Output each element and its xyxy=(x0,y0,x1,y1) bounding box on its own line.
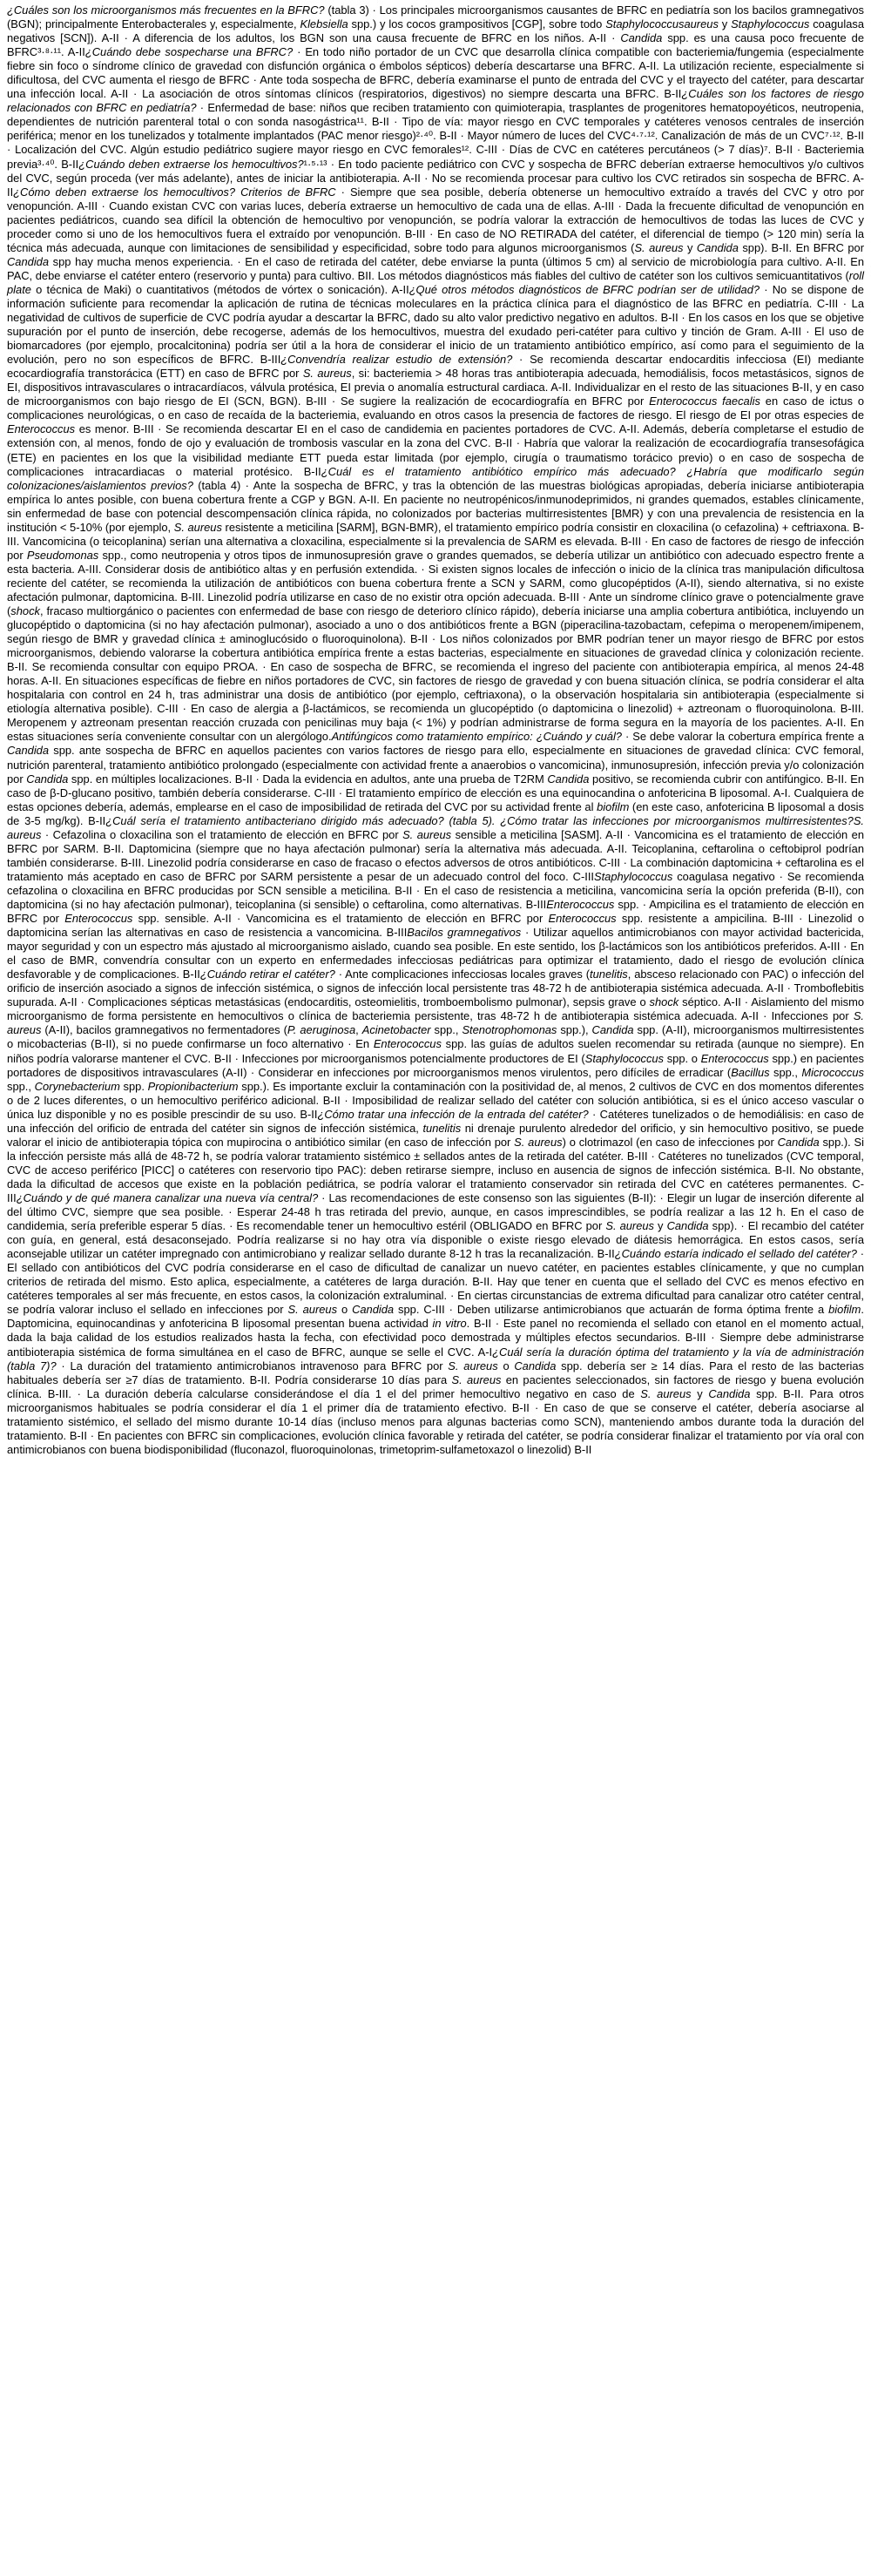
text-segment: , absceso relacionado con PAC) o infección del orificio de inserción asociado a signos de infección sistémica, o signos de infección local persistente tras 48-72 h de antibioterapia sistémica adecuada. A-II · Tromboflebitis supurada. A-II · Complicaciones sépticas metastásicas (endocarditis, osteomielitis, tromboembolismo pulmonar), sepsis grave o xyxy=(7,968,865,1009)
italic-text-segment: Staphylococcusaureus xyxy=(605,17,719,31)
text-segment: y xyxy=(691,1386,709,1400)
text-segment: y xyxy=(654,1219,667,1233)
italic-text-segment: Klebsiella xyxy=(300,17,348,31)
text-segment: spp). B-II. En BFRC por xyxy=(738,240,864,254)
text-segment: spp. · Ampicilina es el tratamiento de elección en BFRC por xyxy=(7,898,864,926)
text-segment: spp. las guías de adultos suelen recomendar su retirada (aunque no siempre). En niños podría valorarse mantener el CVC. B-II · Infecciones por microorganismos potencialmente productores de EI ( xyxy=(7,1037,864,1065)
text-segment: · El sellado con antibióticos del CVC podría considerarse en el caso de dificultad de canalizar un nuevo catéter, en pacientes estables clínicamente, y que no cumplan criterios de retirada del mismo. Esto aplica, especialmente, a catéteres de larga duración. B-II. Hay que tener en cuenta que el sellado del CVC es menos efectivo en catéteres temporales al ser más frecuente, en estos casos, la colonización extraluminal. · En ciertas circunstancias de extrema dificultad para canalizar otro catéter central, se podría valorar incluso el sellado en infecciones por xyxy=(7,1247,865,1317)
italic-text-segment: S. aureus xyxy=(605,1219,654,1233)
italic-text-segment: Enterococcus xyxy=(373,1037,442,1051)
italic-text-segment: biofilm xyxy=(828,1303,861,1317)
text-segment: · Se debe valorar la cobertura empírica frente a xyxy=(621,730,864,744)
text-segment: . B-II · Este panel no recomienda el sellado con etanol en el momento actual, dada la baja calidad de los estudios realizados hasta la fecha, con efectividad poco demostrada y múltiples efectos secundarios. B-III · Siempre debe administrarse antibioterapia sistémica de forma simultánea en el caso de BFRC, aunque se selle el CVC. A-I xyxy=(7,1317,865,1359)
text-segment: spp. debería ser ≥ 14 días. Para el resto de las bacterias habituales debería ser ≥7 días de tratamiento. B-II. Podría considerarse 10 días para xyxy=(7,1359,864,1386)
italic-text-segment: S. aureus xyxy=(402,827,452,841)
text-segment: · Enfermedad de base: niños que reciben tratamiento con quimioterapia, trasplantes de progenitores hematopoyéticos, neutropenia, dependientes de nutrición parenteral total o con sonda nasogástrica¹¹. B-II · Tipo de vía: mayor riesgo en CVC temporales y catéteres venosos centrales de inserción periférica; menor en los tunelizados y totalmente implantados (PAC menor riesgo)²·⁴⁰. B-II · Mayor número de luces del CVC⁴·⁷·¹². Canalización de más de un CVC⁷·¹². B-II · Localización del CVC. Algún estudio pediátrico sugiere mayor riesgo en CVC femorales¹². C-III · Días de CVC en catéteres percutáneos (> 7 días)⁷. B-II · Bacteriemia previa³·⁴⁰. B-II xyxy=(7,101,864,171)
italic-text-segment: P. aeruginosa xyxy=(287,1023,356,1037)
italic-text-segment: Candida xyxy=(352,1303,395,1317)
italic-text-segment: S. aureus xyxy=(451,1372,502,1386)
text-segment: positivo, se recomienda cubrir con antifúngico. B-II. En caso de β-D-glucano positivo, también debería considerarse. C-III · El tratamiento empírico de elección es una equinocandina o anfotericina B liposomal. A-I. Cualquiera de estas opciones debería, además, emplearse en el caso de imposibilidad de retirada del CVC por su actividad frente al xyxy=(7,772,864,813)
text-segment: sensible a meticilina [SASM]. A-II · Vancomicina es el tratamiento de elección en BFRC por SARM. B-II. Daptomicina (siempre que no haya afectación pulmonar) sería la alternativa más adecuada. A-II. Teicoplanina, ceftarolina o ceftobiprol podrían también considerarse. B-III. Linezolid podría considerarse en caso de fracaso o efectos adversos de otros antibióticos. C-III · La combinación daptomicina + ceftarolina es el tratamiento más aceptado en caso de BFRC por SARM persistente a pesar de un adecuado control del foco. C-III xyxy=(7,827,864,883)
text-segment: , si: bacteriemia > 48 horas tras antibioterapia adecuada, hemodiálisis, focos metastásicos, signos de EI, dispositivos intravasculares o intracardíacos, válvula protésica, EI previa o anomalía estructural cardiaca. A-II. Individualizar en el resto de las situaciones B-II, y en caso de microorganismos con bajo riesgo de EI (SCN, BGN). B-III · Se sugiere la realización de ecocardiografía en BFRC por xyxy=(7,367,864,408)
text-segment: spp.) y los cocos grampositivos [CGP], sobre todo xyxy=(348,17,606,31)
italic-text-segment: ¿Cuándo retirar el catéter? xyxy=(199,968,335,981)
text-segment: spp. B-II. Para otros microorganismos habituales se podría considerar el día 1 el primer día de tratamiento efectivo. B-II · En caso de que se conserve el catéter, debería asociarse al tratamiento sistémico, el sellado del mismo durante 10-14 días (incluso menos para algunas bacterias como SCN), manteniendo ambos durante toda la duración del tratamiento. B-II · En pacientes con BFRC sin complicaciones, evolución clínica favorable y retirada del catéter, se podría considerar finalizar el tratamiento por vía oral con antimicrobianos con buena biodisponibilidad (fluconazol, fluoroquinolonas, trimetoprim-sulfametoxazol o linezolid) B-II xyxy=(7,1386,864,1456)
text-segment: (A-II), bacilos gramnegativos no fermentadores ( xyxy=(41,1023,287,1037)
italic-text-segment: Micrococcus xyxy=(801,1065,864,1079)
text-segment: (en este caso, anfotericina B liposomal a dosis de 3-5 mg/kg). B-II xyxy=(7,799,864,827)
text-segment: spp., xyxy=(430,1023,463,1037)
italic-text-segment: S. aureus xyxy=(302,367,352,381)
text-segment: coagulasa negativos [SCN]). A-II · A diferencia de los adultos, los BGN son una causa frecuente de BFRC en los niños. A-II · xyxy=(7,17,864,45)
italic-text-segment: S. aureus xyxy=(640,1386,692,1400)
italic-text-segment: S. aureus xyxy=(634,240,684,254)
italic-text-segment: Candida xyxy=(696,240,739,254)
italic-text-segment: ¿Cuál sería la duración óptima del tratamiento y la vía de administración (tabla 7)? xyxy=(7,1345,864,1372)
italic-text-segment: biofilm xyxy=(597,799,630,813)
italic-text-segment: Candida xyxy=(547,772,590,786)
text-segment: · Siempre que sea posible, debería obtenerse un hemocultivo extraído a través del CVC y otro por venopunción. A-III · Cuando existan CVC con varias luces, debería extraerse un hemocultivo de cada una de ellas. A-III · Dada la frecuente dificultad de venopunción en pacientes pediátricos, cuando sea difícil la obtención de hemocultivo por venopunción, se podría valorar la extracción de hemocultivos de todas las luces de CVC y proceder como si uno de los hemocultivos fuera el extraído por venopunción. B-III · En caso de NO RETIRADA del catéter, el diferencial de tiempo (> 120 min) sería la técnica más adecuada, aunque con limitaciones de sensibilidad y especificidad, sobre todo para algunos microorganismos ( xyxy=(7,185,864,254)
text-segment: séptico. A-II · Aislamiento del mismo microorganismo de forma persistente en hemocultivos o clínica de bacteriemia persistente, tras 48-72 h de antibioterapia sistémica adecuada. A-II · Infecciones por xyxy=(7,995,864,1023)
text-segment: o técnica de Maki) o cuantitativos (métodos de vórtex o sonicación). A-II xyxy=(30,282,409,296)
text-segment: y xyxy=(718,17,732,31)
italic-text-segment: Acinetobacter xyxy=(361,1023,431,1037)
italic-text-segment: Enterococcus xyxy=(700,1051,769,1065)
italic-text-segment: ¿Cuáles son los microorganismos más frecuentes en la BFRC? xyxy=(7,3,325,17)
text-segment: , xyxy=(355,1023,362,1037)
text-segment: en caso de ictus o complicaciones neurológicas, o en caso de recaída de la bacteriemia, evaluando en otros casos la presencia de factores de riesgo. El riesgo de EI por otras especies de xyxy=(7,394,865,422)
italic-text-segment: ¿Cuáles son los factores de riesgo relacionados con BFRC en pediatría? xyxy=(7,87,864,115)
text-segment: spp., xyxy=(769,1065,802,1079)
italic-text-segment: Candida xyxy=(7,744,50,758)
italic-text-segment: Pseudomonas xyxy=(26,548,99,562)
text-segment: coagulasa negativo · Se recomienda cefazolina o cloxacilina en BFRC producidas por SCN sensible a meticilina. B-II · En el caso de resistencia a meticilina, vancomicina sería la opción preferida (B-II), con daptomicina (si no hay afectación pulmonar), teicoplanina (si sensible) o ceftarolina, como alternativas. B-III xyxy=(7,869,864,911)
italic-text-segment: Staphylococcus xyxy=(584,1051,665,1065)
text-segment: spp. xyxy=(119,1079,148,1093)
italic-text-segment: ¿Cuál sería el tratamiento antibacteriano dirigido más adecuado? (tabla 5). ¿Cómo tratar las infecciones por microorganismos multirresistentes?S. aureus xyxy=(7,813,865,841)
italic-text-segment: Propionibacterium xyxy=(147,1079,239,1093)
text-segment: spp., como neutropenia y otros tipos de inmunosupresión grave o grandes quemados, se debería utilizar un antibiótico con adecuado espectro frente a esta bacteria. A-III. Considerar dosis de antibiótico altas y en perfusión extendida. · Si existen signos locales de infección o inicio de la clínica tras manipulación dificultosa reciente del catéter, se recomienda la utilización de antibióticos con buena cobertura frente a SCN y SARM, como glucopéptidos (A-II), siendo alternativa, si no existe afectación pulmonar, daptomicina. B-III. Linezolid podría utilizarse en caso de no existir otra opción adecuada. B-III · Ante un síndrome clínico grave o potencialmente grave ( xyxy=(7,548,864,618)
text-segment: (tabla 3) · Los principales microorganismos causantes de BFRC en pediatría son los bacilos gramnegativos (BGN); principalmente Enterobacterales y, especialmente, xyxy=(7,3,864,31)
text-segment: en pacientes seleccionados, sin factores de riesgo y buena evolución clínica. B-III. · La duración debería calcularse considerándose el día 1 el del primer hemocultivo negativo en caso de xyxy=(7,1372,864,1400)
text-segment: spp.). Es importante excluir la contaminación con la positividad de, al menos, 2 cultivos de CVC en dos momentos diferentes o de 2 luces diferentes, o un hemocultivo periférico adicional. B-II · Imposibilidad de realizar sellado del catéter con solución antibiótica, si es el único acceso vascular o única luz disponible y no es posible prescindir de su uso. B-II xyxy=(7,1079,864,1121)
italic-text-segment: Enterococcus xyxy=(548,912,617,926)
text-segment: · Las recomendaciones de este consenso son las siguientes (B-II): · Elegir un lugar de inserción diferente al del último CVC, siempre que sea posible. · Esperar 24-48 h tras retirada del previo, aunque, en casos imprescindibles, se podría realizar a las 12 h. En el caso de candidemia, sería preferible esperar 5 días. · Es recomendable tener un hemocultivo estéril (OBLIGADO en BFRC por xyxy=(7,1190,864,1233)
text-segment: spp., xyxy=(7,1079,35,1093)
italic-text-segment: shock xyxy=(649,995,679,1009)
text-segment: · En todo niño portador de un CVC que desarrolla clínica compatible con bacteriemia/fungemia (especialmente fiebre sin foco o síndrome clínico de gravedad con disfunción orgánica o émbolos sépticos) debería descartarse una BFRC. A-II. La utilización reciente, especialmente si dificultosa, del CVC aumenta el riesgo de BFRC · Ante toda sospecha de BFRC, debería examinarse el punto de entrada del CVC y el trayecto del catéter, para descartar una infección local. A-II · La asociación de otros síntomas clínicos (respiratorios, digestivos) no siempre descarta una BFRC. B-II xyxy=(7,45,865,101)
italic-text-segment: ¿Cuándo y de qué manera canalizar una nueva vía central? xyxy=(16,1190,319,1204)
text-segment: spp.), xyxy=(557,1023,592,1037)
text-segment: ¹·⁵·¹³ · En todo paciente pediátrico con CVC y sospecha de BFRC deberían extraerse hemocultivos y/o cultivos del CVC, según proceda (ver más adelante), antes de iniciar la antibioterapia. A-II · No se recomienda procesar para cultivo los CVC retirados sin sospecha de BFRC. A-II xyxy=(7,157,864,199)
text-segment: · Catéteres tunelizados o de hemodiálisis: en caso de una infección del orificio de entrada del catéter sin signos de infección sistémica, xyxy=(7,1107,864,1135)
text-segment: spp. es una causa poco frecuente de BFRC³·⁸·¹¹. A-II xyxy=(7,31,864,59)
text-segment: resistente a meticilina [SARM], BGN-BMR), el tratamiento empírico podría consistir en cloxacilina (o cefazolina) + ceftriaxona. B-III. Vancomicina (o teicoplanina) serían una alternativa a cloxacilina, especialmente si la prevalencia de SARM es elevada. B-III · En caso de factores de riesgo de infección por xyxy=(7,520,864,562)
italic-text-segment: Candida xyxy=(777,1135,820,1149)
italic-text-segment: S. aureus xyxy=(514,1135,563,1149)
text-segment: · Utilizar aquellos antimicrobianos con mayor actividad bactericida, mayor seguridad y con un espectro más ajustado al microorganismo aislado, cuando sea posible. En este sentido, los β-lactámicos son los antibióticos preferidos. A-III · En el caso de BMR, convendría consultar con un experto en enfermedades infecciosas pediátricas para optimizar el tratamiento, dado el riesgo de evolución clínica desfavorable y de complicaciones. B-II xyxy=(7,926,865,981)
text-segment: (tabla 4) · Ante la sospecha de BFRC, y tras la obtención de las muestras biológicas apropiadas, debería iniciarse antibioterapia empírica lo antes posible, con buena cobertura frente a CGP y BGN. A-II. En paciente no neutropénicos/inmunodeprimidos, ni grandes quemados, estables clínicamente, sin enfermedad de base con potencial descompensación clínica rápida, no colonizados por bacterias multirresistentes [BMR) y con una prevalencia de resistencia en la institución < 5-10% (por ejemplo, xyxy=(7,478,864,534)
text-segment: spp. ante sospecha de BFRC en aquellos pacientes con varios factores de riesgo para ello, especialmente en situaciones de gravedad clínica: CVC femoral, nutrición parenteral, tratamiento antibiótico prolongado (especialmente con actividad frente a anaerobios o vancomicina), inmunosupresión, infección previa y/o colonización por xyxy=(7,744,864,786)
text-segment: spp. resistente a ampicilina. B-III · Linezolid o daptomicina serían las alternativas en caso de resistencia a vancomicina. B-III xyxy=(7,912,865,940)
italic-text-segment: ¿Cuál es el tratamiento antibiótico empírico más adecuado? ¿Habría que modificarlo según colonizaciones/aislamientos previos? xyxy=(7,464,864,492)
text-segment: spp. sensible. A-II · Vancomicina es el tratamiento de elección en BFRC por xyxy=(132,912,549,926)
text-segment: · No se dispone de información suficiente para recomendar la aplicación de rutina de técnicas moleculares en la práctica clínica para el diagnóstico de las BFRC en pediatría. C-III · La negatividad de cultivos de superficie de CVC podría ayudar a descartar la BFRC, dado su alto valor predictivo negativo en adultos. B-II · En los casos en los que se objetive supuración por el punto de inserción, debe recogerse, además de los hemocultivos, muestra del exudado peri-catéter para cultivo y tinción de Gram. A-III · El uso de biomarcadores (por ejemplo, procalcitonina) podría ser útil a la hora de considerar el inicio de un tratamiento antibiótico empírico, así como para el seguimiento de la evolución, pero no son específicos de BFRC. B-III xyxy=(7,282,864,367)
text-segment: spp). · El recambio del catéter con guía, en general, está desaconsejado. Podría realizarse si no hay otra vía disponible o existe riesgo elevado de diátesis hemorrágica. En estos casos, sería aconsejable utilizar un catéter impregnado con antimicrobiano y realizar sellado durante 8-12 h tras la recanalización. B-II xyxy=(7,1219,864,1261)
italic-text-segment: Candida xyxy=(708,1386,751,1400)
italic-text-segment: roll plate xyxy=(7,268,864,296)
italic-text-segment: Staphylococcus xyxy=(731,17,810,31)
italic-text-segment: Bacillus xyxy=(731,1065,770,1079)
text-segment: · Se recomienda descartar endocarditis infecciosa (EI) mediante ecocardiografía transtorácica (ETT) en caso de BFRC por xyxy=(7,353,864,381)
italic-text-segment: ¿Convendría realizar estudio de extensión? xyxy=(280,353,513,367)
italic-text-segment: Corynebacterium xyxy=(34,1079,120,1093)
italic-text-segment: Stenotrophomonas xyxy=(462,1023,557,1037)
italic-text-segment: Enterococcus xyxy=(64,912,133,926)
text-segment: o xyxy=(337,1303,353,1317)
italic-text-segment: Antifúngicos como tratamiento empírico: ¿Cuándo y cuál? xyxy=(331,730,622,744)
text-segment: o xyxy=(497,1359,515,1372)
italic-text-segment: S. aureus xyxy=(287,1303,338,1317)
italic-text-segment: ¿Cuándo deben extraerse los hemocultivos? xyxy=(78,157,304,171)
text-segment: spp. o xyxy=(664,1051,701,1065)
italic-text-segment: Bacilos gramnegativos xyxy=(407,926,522,940)
text-segment: ) o clotrimazol (en caso de infecciones por xyxy=(562,1135,778,1149)
text-segment: · Cefazolina o cloxacilina son el tratamiento de elección en BFRC por xyxy=(41,827,403,841)
italic-text-segment: S. aureus xyxy=(173,520,222,534)
italic-text-segment: ¿Qué otros métodos diagnósticos de BFRC podrían ser de utilidad? xyxy=(408,282,760,296)
italic-text-segment: Candida xyxy=(620,31,663,45)
text-segment: spp. en múltiples localizaciones. B-II · Dada la evidencia en adultos, ante una prueba de T2RM xyxy=(68,772,548,786)
italic-text-segment: Staphylococcus xyxy=(593,869,673,883)
italic-text-segment: Candida xyxy=(514,1359,557,1372)
text-segment: , fracaso multiorgánico o pacientes con enfermedad de base con riesgo de deterioro clínico rápido), debería iniciarse una amplia cobertura antibiótica, incluyendo un glucopéptido o daptomicina (si no hay afectación pulmonar), asociado a uno o dos antibióticos frente a BGN (piperacilina-tazobactam, cefepima o meropenem/imipenem, según riesgo de BMR y gravedad clínica ± aminoglucósido o fluoroquinolona). B-II · Los niños colonizados por BMR podrían tener un mayor riesgo de BFRC por estos microorganismos, debiendo valorarse la cobertura antibiótica empírica frente a estas bacterias, especialmente en situaciones de gravedad clínica y colonización reciente. B-II. Se recomienda consultar con equipo PROA. · En caso de sospecha de BFRC, se recomienda el ingreso del paciente con antibioterapia empírica, al menos 24-48 horas. A-II. En situaciones específicas de fiebre en niños portadores de CVC, sin factores de riesgo de gravedad y con buena situación clínica, se podría considerar el alta hospitalaria con control en 24 h, tras administrar una dosis de antibiótico (por ejemplo, ceftriaxona), o la observación hospitalaria sin antibioterapia (especialmente si etiología alternativa posible). C-III · En caso de alergia a β-lactámicos, se recomienda un glucopéptido (o daptomicina o linezolid) + aztreonam o fluoroquinolona. B-III. Meropenem y aztreonam presentan reacción cruzada con penicilinas muy baja (< 1%) y podrían administrarse de forma segura en la mayoría de los pacientes. A-II. En estas situaciones sería conveniente consultar con un alergólogo. xyxy=(7,604,864,744)
italic-text-segment: Enterococcus xyxy=(546,898,615,911)
italic-text-segment: ¿Cómo tratar una infección de la entrada del catéter? xyxy=(317,1107,589,1121)
text-segment: spp. C-III · Deben utilizarse antimicrobianos que actuarán de forma óptima frente a xyxy=(394,1303,829,1317)
italic-text-segment: shock xyxy=(10,604,40,618)
text-segment: spp.) en pacientes portadores de dispositivos intravasculares (A-II) · Considerar en infecciones por microorganismos menos virulentos, pero difíciles de erradicar ( xyxy=(7,1051,865,1079)
italic-text-segment: tunelitis xyxy=(590,968,628,981)
italic-text-segment: Candida xyxy=(591,1023,634,1037)
italic-text-segment: ¿Cuándo debe sospecharse una BFRC? xyxy=(84,45,294,59)
text-segment: . Daptomicina, equinocandinas y anfotericina B liposomal presentan buena actividad xyxy=(7,1303,864,1331)
italic-text-segment: Candida xyxy=(7,254,50,268)
italic-text-segment: Candida xyxy=(666,1219,709,1233)
italic-text-segment: Enterococcus xyxy=(7,422,76,436)
text-segment: spp hay mucha menos experiencia. · En el caso de retirada del catéter, debe enviarse la punta (últimos 5 cm) al servicio de microbiología para cultivo. A-II. En PAC, debe enviarse el catéter entero (reservorio y punta) para cultivo. BII. Los métodos diagnósticos más fiables del cultivo de catéter son los cultivos semicuantitativos ( xyxy=(7,254,864,282)
italic-text-segment: ¿Cómo deben extraerse los hemocultivos? Criterios de BFRC xyxy=(13,185,336,199)
text-segment: spp. (A-II), microorganismos multirresistentes o micobacterias (B-II), si no puede confirmarse un foco alternativo · En xyxy=(7,1023,865,1051)
italic-text-segment: tunelitis xyxy=(422,1121,462,1135)
italic-text-segment: Candida xyxy=(26,772,69,786)
italic-text-segment: ¿Cuándo estaría indicado el sellado del catéter? xyxy=(614,1247,857,1261)
italic-text-segment: S. aureus xyxy=(448,1359,498,1372)
italic-text-segment: S. aureus xyxy=(7,1009,864,1037)
text-segment: · Ante complicaciones infecciosas locales graves ( xyxy=(334,968,591,981)
text-segment: spp.). Si la infección persiste más allá de 48-72 h, se podría valorar tratamiento sistémico ± sellados antes de la retirada del catéter. B-III · Catéteres no tunelizados (CVC temporal, CVC de acceso periférico [PICC] o catéteres con reservorio tipo PAC): deben retirarse siempre, incluso en ausencia de signos de infección sistémica. B-II. No obstante, dada la dificultad de accesos que existe en la población pediátrica, se podría valorar el tratamiento conservador sin retirada del CVC en catéteres permanentes. C-III xyxy=(7,1135,864,1204)
text-segment: ni drenaje purulento alrededor del orificio, y sin hemocultivo positivo, se puede valorar el inicio de antibioterapia tópica con mupirocina o antibiótico similar (en caso de infección por xyxy=(7,1121,864,1149)
text-segment: y xyxy=(683,240,697,254)
italic-text-segment: in vitro xyxy=(432,1317,467,1331)
text-segment: es menor. B-III · Se recomienda descartar EI en el caso de candidemia en pacientes portadores de CVC. A-II. Además, debería completarse el estudio de extensión con, al menos, fondo de ojo y evaluación de trombosis vascular en la zona del CVC. B-II · Habría que valorar la realización de ecocardiografía transesofágica (ETE) en pacientes en los que la visibilidad mediante ETT pueda estar limitada (por ejemplo, cirugía o traumatismo torácico previo) o en caso de sospecha de complicaciones intracardiacas o material protésico. B-II xyxy=(7,422,864,478)
italic-text-segment: Enterococcus faecalis xyxy=(649,394,760,408)
text-segment: · La duración del tratamiento antimicrobianos intravenoso para BFRC por xyxy=(56,1359,449,1372)
